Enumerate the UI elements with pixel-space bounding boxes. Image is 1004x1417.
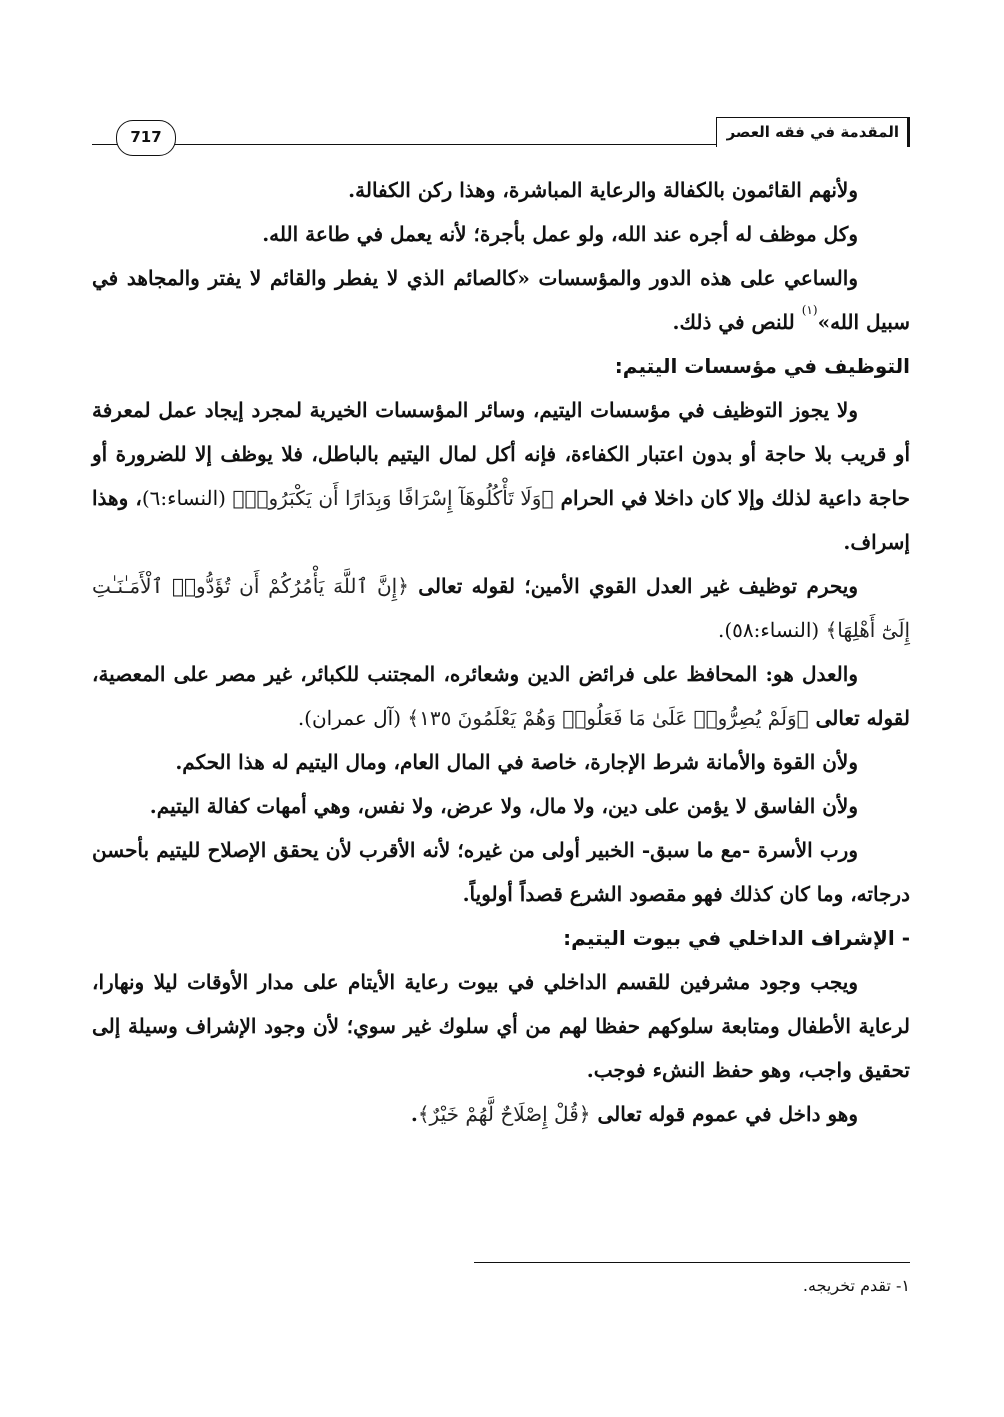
paragraph-4 [92,388,910,564]
verse-reference: (النساء:٦) [141,486,233,510]
running-header [92,112,910,152]
section-heading-employment: التوظيف في مؤسسات اليتيم: [614,354,910,378]
paragraph-5-text: ويحرم توظيف غير العدل القوي الأمين؛ لقوله تعالى [408,574,858,598]
paragraph-11-text: وهو داخل في عموم قوله تعالى [590,1102,858,1126]
footnote-divider [474,1262,910,1263]
paragraph-6-text: والعدل هو: المحافظ على فرائض الدين وشعائره، المجتنب للكبائر، غير مصر على المعصية، لقوله تعالى [92,662,910,730]
paragraph-3 [92,256,910,344]
quran-verse: ﴿قُلْ إِصْلَاحٌ لَّهُمْ خَيْرٌ﴾ [417,1102,591,1126]
paragraph-5 [92,564,910,652]
quran-verse: ﴿وَلَا تَأْكُلُوهَآ إِسْرَافًا وَبِدَارًا أَن يَكْبَرُوا۟﴾ [232,486,554,510]
footnote-marker[interactable]: (١) [801,303,818,317]
paragraph-7: ولأن القوة والأمانة شرط الإجارة، خاصة في المال العام، ومال اليتيم له هذا الحكم. [175,750,858,774]
paragraph-4-tail: ، وهذا إسراف. [92,486,910,554]
verse-reference: (النساء:٥٨). [717,618,826,642]
paragraph-4-text: ولا يجوز التوظيف في مؤسسات اليتيم، وسائر المؤسسات الخيرية لمجرد إيجاد عمل لمعرفة أو قريب بلا حاجة أو بدون اعتبار الكفاءة، فإنه أكل لمال اليتيم بالباطل، فلا يوظف إلا للضرورة أو حاجة داعية لذلك وإلا كان داخلا في الحرام [92,398,911,510]
paragraph-6 [92,652,910,740]
paragraph-8: ولأن الفاسق لا يؤمن على دين، ولا مال، ولا عرض، ولا نفس، وهي أمهات كفالة اليتيم. [149,794,858,818]
paragraph-1: ولأنهم القائمون بالكفالة والرعاية المباشرة، وهذا ركن الكفالة. [348,178,858,202]
page-number: 717 [116,120,176,156]
quran-verse: ﴿إِنَّ ٱللَّهَ يَأْمُرُكُمْ أَن تُؤَدُّوا۟ ٱلْأَمَـٰنَـٰتِ إِلَىٰٓ أَهْلِهَا﴾ [92,574,910,642]
footnotes [92,1272,910,1300]
section-heading-supervision: - الإشراف الداخلي في بيوت اليتيم: [563,926,910,950]
paragraph-3-tail: للنص في ذلك. [672,310,802,334]
verse-reference: (آل عمران). [297,706,408,730]
paragraph-3-text: والساعي على هذه الدور والمؤسسات «كالصائم الذي لا يفطر والقائم لا يفتر والمجاهد في سبيل الله» [92,266,910,334]
book-title: المقدمة في فقه العصر [716,117,910,147]
paragraph-2: وكل موظف له أجره عند الله، ولو عمل بأجرة؛ لأنه يعمل في طاعة الله. [262,222,858,246]
paragraph-9: ورب الأسرة -مع ما سبق- الخبير أولى من غيره؛ لأنه الأقرب لأن يحقق الإصلاح لليتيم بأحسن درجاته، وما كان كذلك فهو مقصود الشرع قصداً أولوياً. [92,838,910,906]
main-text [92,168,910,1136]
paragraph-11 [92,1092,910,1136]
paragraph-10: ويجب وجود مشرفين للقسم الداخلي في بيوت رعاية الأيتام على مدار الأوقات ليلا ونهارا، لرعاية الأطفال ومتابعة سلوكهم حفظا لهم من أي سلوك غير سوي؛ لأن وجود الإشراف وسيلة إلى تحقيق واجب، وهو حفظ النشء فوجب. [92,970,910,1082]
paragraph-11-tail: . [410,1102,418,1126]
quran-verse: ﴿وَلَمْ يُصِرُّوا۟ عَلَىٰ مَا فَعَلُوا۟ وَهُمْ يَعْلَمُونَ ١٣٥﴾ [407,706,809,730]
footnote-1: ١- تقدم تخريجه. [802,1276,910,1295]
